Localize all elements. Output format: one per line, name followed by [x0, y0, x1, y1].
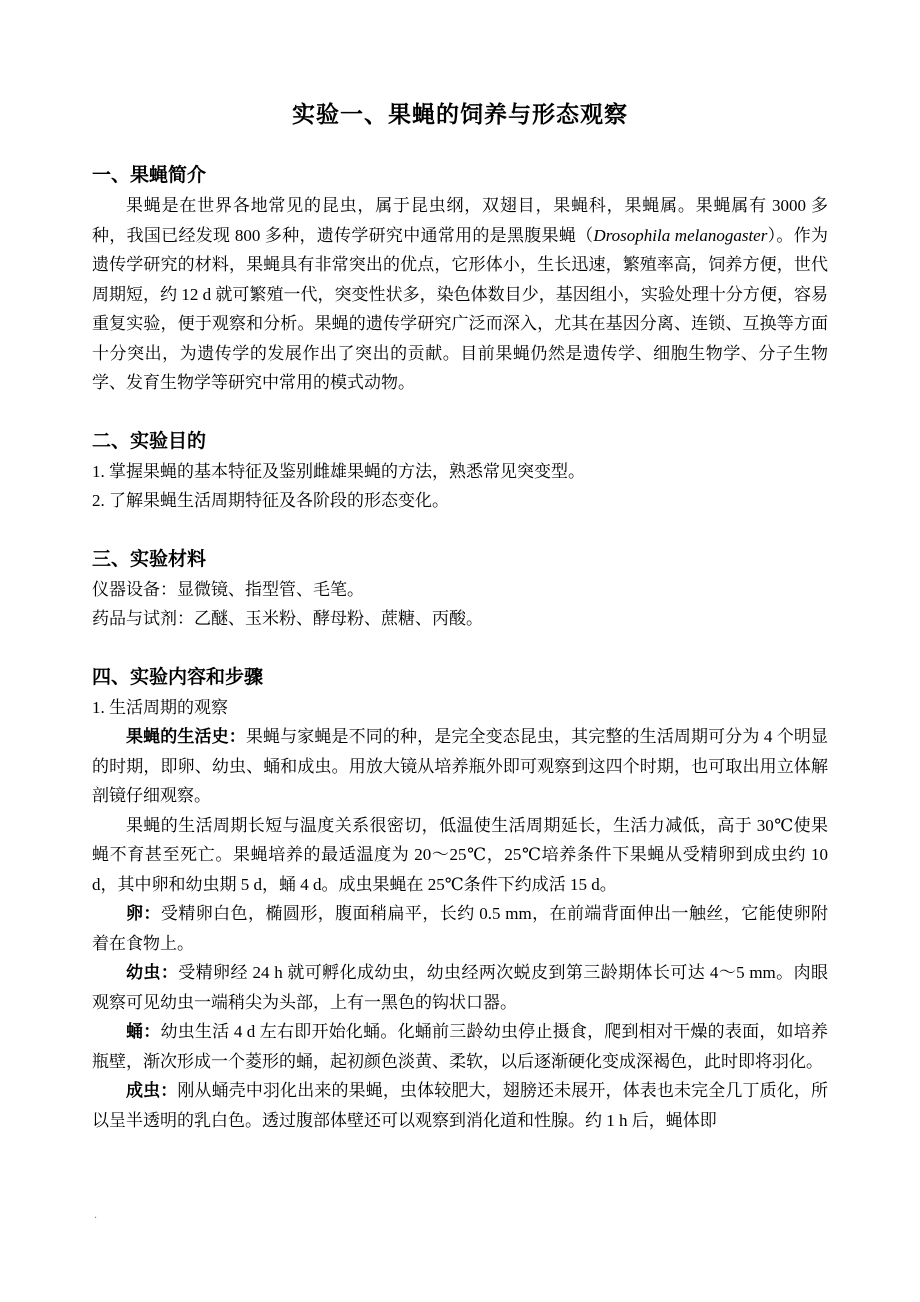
intro-text-after: ）。作为遗传学研究的材料，果蝇具有非常突出的优点，它形体小，生长迅速，繁殖率高，饲养方便，世代周期短，约 12 d 就可繁殖一代，突变性状多，染色体数目少，基因组小，实验处理十分方便，容易重复实验，便于观察和分析。果蝇的遗传学研究广泛而深入，尤其在基因分离、连锁、互换等方面十分突出，为遗传学的发展作出了突出的贡献。目前果蝇仍然是遗传学、细胞生物学、分子生物学、发育生物学等研究中常用的模式动物。: [92, 225, 829, 392]
objective-item-2: 2. 了解果蝇生活周期特征及各阶段的形态变化。: [92, 491, 449, 510]
section-3-heading: 三、实验材料: [92, 548, 207, 570]
paragraph-adult: [92, 1076, 828, 1135]
materials-equipment-line: 仪器设备：显微镜、指型管、毛笔。: [92, 579, 364, 599]
life-history-text: 果蝇与家蝇是不同的种，是完全变态昆虫，其完整的生活周期可分为 4 个明显的时期，即卵、幼虫、蛹和成虫。用放大镜从培养瓶外即可观察到这四个时期，也可取出用立体解剖镜仔细观察。: [92, 727, 829, 805]
larva-lead: 幼虫：: [126, 963, 179, 982]
pupa-lead: 蛹：: [126, 1022, 161, 1041]
larva-text: 受精卵经 24 h 就可孵化成幼虫，幼虫经两次蜕皮到第三龄期体长可达 4～5 mm。肉眼观察可见幼虫一端稍尖为头部，上有一黑色的钩状口器。: [92, 963, 828, 1012]
objective-item-1: 1. 掌握果蝇的基本特征及鉴别雌雄果蝇的方法，熟悉常见突变型。: [92, 461, 585, 481]
pupa-text: 幼虫生活 4 d 左右即开始化蛹。化蛹前三龄幼虫停止摄食，爬到相对干燥的表面，如培养瓶壁，渐次形成一个菱形的蛹，起初颜色淡黄、柔软，以后逐渐硬化变成深褐色，此时即将羽化。: [92, 1022, 829, 1071]
materials-reagents-line: 药品与试剂：乙醚、玉米粉、酵母粉、蔗糖、丙酸。: [92, 609, 483, 628]
egg-lead: 卵：: [126, 904, 161, 923]
egg-text: 受精卵白色，椭圆形，腹面稍扁平，长约 0.5 mm，在前端背面伸出一触丝，它能使卵附着在食物上。: [92, 904, 829, 953]
stray-footer-mark: .: [94, 1207, 97, 1221]
paragraph-life-history: [92, 722, 828, 811]
section-1-paragraph: [92, 191, 828, 398]
section-4-heading: 四、实验内容和步骤: [92, 666, 264, 688]
intro-text-before: 果蝇是在世界各地常见的昆虫，属于昆虫纲，双翅目，果蝇科，果蝇属。果蝇属有 3000 多种，我国已经发现 800 多种，遗传学研究中通常用的是黑腹果蝇（: [92, 196, 828, 245]
paragraph-egg: [92, 899, 828, 958]
paragraph-temperature: 果蝇的生活周期长短与温度关系很密切，低温使生活周期延长，生活力减低，高于 30℃使果蝇不育甚至死亡。果蝇培养的最适温度为 20～25℃，25℃培养条件下果蝇从受精卵到成虫约 10 d，其中卵和幼虫期 5 d，蛹 4 d。成虫果蝇在 25℃条件下约成活 15 d。: [92, 815, 828, 894]
paragraph-pupa: [92, 1017, 828, 1076]
adult-lead: 成虫：: [126, 1081, 178, 1100]
section-2-heading: 二、实验目的: [92, 430, 207, 452]
species-name-italic: Drosophila melanogaster: [593, 225, 768, 245]
adult-text: 刚从蛹壳中羽化出来的果蝇，虫体较肥大，翅膀还未展开，体表也未完全几丁质化，所以呈半透明的乳白色。透过腹部体壁还可以观察到消化道和性腺。约 1 h 后，蝇体即: [92, 1081, 828, 1130]
document-title: 实验一、果蝇的饲养与形态观察: [292, 102, 628, 127]
section-1-heading: 一、果蝇简介: [92, 165, 207, 186]
life-history-lead: 果蝇的生活史：: [126, 727, 246, 746]
paragraph-larva: [92, 958, 828, 1017]
step-item-1: 1. 生活周期的观察: [92, 697, 228, 717]
